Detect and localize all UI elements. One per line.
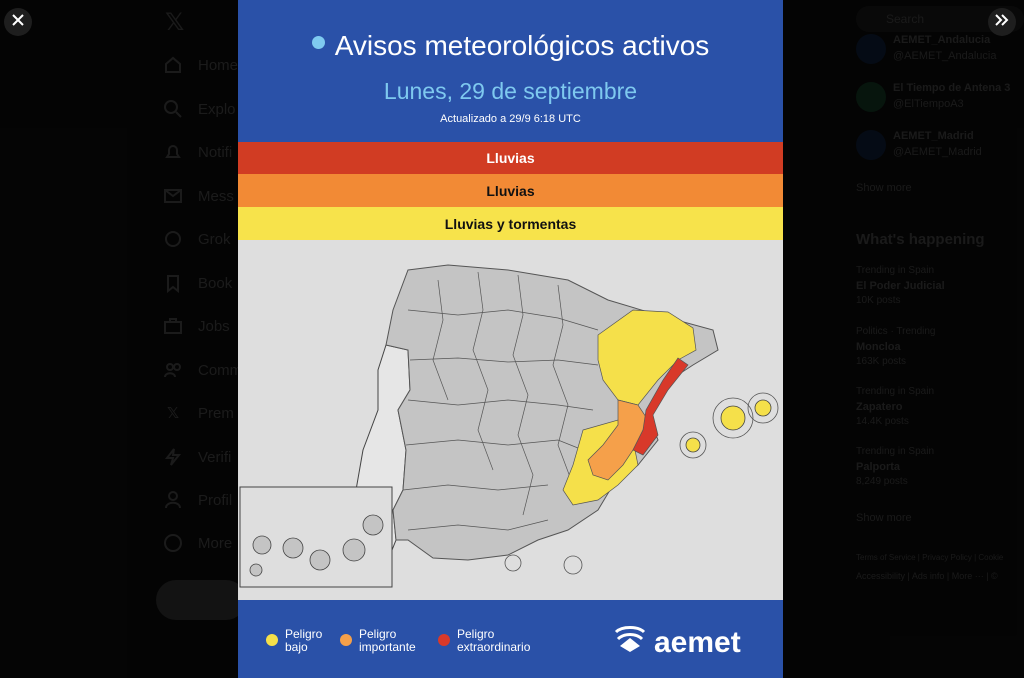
warning-band-yellow	[238, 207, 783, 240]
aemet-logo-text: aemet	[654, 626, 741, 659]
aemet-logo-icon	[612, 624, 648, 662]
legend-label: bajo	[285, 640, 308, 654]
legend-label: Peligro	[285, 627, 323, 641]
legend-label: Peligro	[457, 627, 495, 641]
title-row	[238, 30, 783, 62]
double-chevron-right-icon	[995, 13, 1009, 31]
expand-button[interactable]	[988, 8, 1016, 36]
title-bullet-icon	[312, 36, 325, 49]
legend-label: importante	[359, 640, 416, 654]
legend-item-low	[266, 628, 322, 654]
warning-band-label: Lluvias y tormentas	[444, 215, 577, 232]
updated-time: Actualizado a 29/9 6:18 UTC	[440, 113, 581, 125]
legend-label: Peligro	[359, 627, 397, 641]
close-icon	[12, 13, 24, 31]
legend-swatch	[438, 634, 450, 646]
warning-band-label: Lluvias	[486, 150, 535, 166]
legend-item-important	[340, 628, 416, 654]
legend-label: extraordinario	[457, 640, 531, 654]
aemet-logo	[612, 624, 741, 662]
warning-band-label: Lluvias	[486, 182, 535, 199]
warning-map	[238, 240, 783, 600]
image-viewer	[238, 0, 783, 678]
spain-map-svg	[238, 240, 783, 600]
date-subtitle: Lunes, 29 de septiembre	[383, 78, 638, 104]
legend-item-extraordinary	[438, 628, 530, 654]
legend-swatch	[266, 634, 278, 646]
warning-band-orange	[238, 174, 783, 207]
legend-swatch	[340, 634, 352, 646]
legend-footer	[238, 600, 783, 678]
page-title: Avisos meteorológicos activos	[334, 30, 710, 61]
close-button[interactable]	[4, 8, 32, 36]
warning-band-red	[238, 142, 783, 174]
